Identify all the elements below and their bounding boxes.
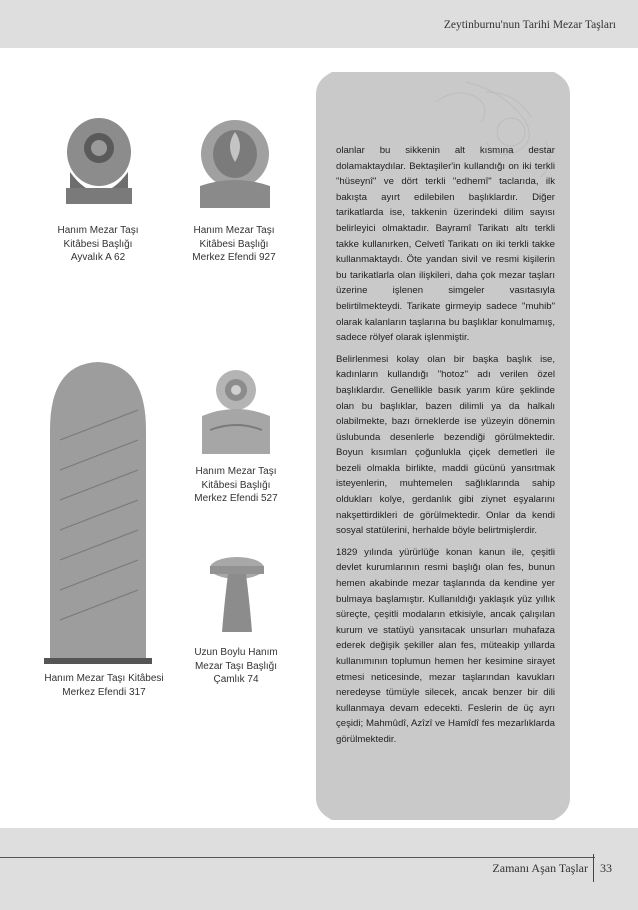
caption-line: Hanım Mezar Taşı (195, 466, 277, 477)
body-paragraph: 1829 yılında yürürlüğe konan kanun ile, çeşitli devlet kurumlarının resmi başlığı olan fes, bunun hemen akabinde mezar taşlarında da kendine yer bulmaya başlamıştır. Kullanıldığı yaklaşık yüz yıllık süreçte, çeşitli modaların etkisiyle, ancak çalışılan kurum ve statüyü yansıtacak unsurları muhafaza ederek değişik şekiller alan fes, müteakip yıllarda kullanımının toplumun hemen her kesimine sirayet etmesi neticesinde, mezar taşlarından kavukları neredeyse tümüyle silecek, ancak benzer bir dili kullanmaya devam edecekti. Feslerin de üç ayrı çeşidi; Mahmûdî, Azîzî ve Hamîdî fes mezarlıklarda görülmektedir. (336, 546, 555, 745)
figure-caption (50, 224, 146, 265)
figure-caption (44, 672, 164, 699)
page-number-divider (593, 854, 594, 882)
caption-line: Hanım Mezar Taşı (57, 225, 139, 236)
running-footer-title: Zamanı Aşan Taşlar (492, 861, 588, 875)
caption-line: Kitâbesi Başlığı (63, 238, 133, 250)
figure-caption (186, 646, 286, 687)
caption-line: Kitâbesi Başlığı (201, 479, 271, 491)
tombstone-photo-camlik-74 (208, 556, 266, 634)
caption-line: Ayvalık A 62 (70, 252, 126, 263)
tombstone-photo-merkez-317 (44, 360, 152, 666)
body-paragraph: olanlar bu sikkenin alt kısmına destar dolamaktaydılar. Bektaşiler'in kullandığı on iki terkli "hüseynî" ve dört terkli "edhemî" taclarıda, ilk bakışta ayırt edilebilen başlıklardır. Diğer tarikatlarda ise, takkenin üzerindeki dilim sayısı belirleyici olmaktadır. Bayramî Tarikatı altı terkli takke kullanırken, Celvetî Tarikatı on iki terkli takke kullanmaktaydı. Öte yandan sivil ve resmi kişilerin bu tarikatlarla olan ilişkileri, daha çok mezar taşları üzerine işlenen simgeler vasıtasıyla belirtilmekteydi. Tarikate girmeyip sadece "muhib" olarak kalanların taşlarına bu başlıklar konulmamış, sadece rölyef olarak işlenmiştir. (336, 145, 555, 344)
tombstone-photo-ayvalik (58, 112, 140, 206)
caption-line: Merkez Efendi 317 (62, 686, 146, 698)
body-text-column (336, 143, 555, 754)
tombstone-photo-merkez-527 (196, 366, 276, 456)
tombstone-photo-merkez-927 (192, 116, 278, 212)
caption-line: Çamlık 74 (213, 674, 259, 685)
page-number: 33 (600, 861, 612, 875)
footer-rule (0, 857, 595, 858)
caption-line: Merkez Efendi 927 (192, 252, 276, 263)
caption-line: Kitâbesi Başlığı (199, 238, 269, 250)
running-header-title: Zeytinburnu'nun Tarihi Mezar Taşları (443, 19, 616, 31)
caption-line: Mezar Taşı Başlığı (194, 660, 278, 672)
figure-caption (188, 465, 284, 506)
caption-line: Hanım Mezar Taşı Kitâbesi (44, 673, 164, 684)
caption-line: Merkez Efendi 527 (194, 493, 278, 504)
caption-line: Hanım Mezar Taşı (193, 225, 275, 236)
caption-line: Uzun Boylu Hanım (194, 647, 278, 658)
body-paragraph: Belirlenmesi kolay olan bir başka başlık ise, kadınların kullandığı "hotoz" adı verilen özel başlıklardır. Genellikle basık yarım küre şeklinde olan bu başlıklar, bazen dilimli ya da halkalı olabilmekte, bazı örneklerde ise yüzeyin dönemin üslubunda desenlerle bezendiği görülmektedir. Boyun kısımları çoğunlukla çiçek demetleri ile bezeli olmakla birlikte, maddi gücünü yansıtmak isteyenlerin, muhtemelen sağlıklarında sahip oldukları kolye, gerdanlık gibi ziynet eşyalarını nakşettirdikleri de görülmektedir. Onlar da kendi sosyal statülerini, herhalde böyle belirtmişlerdir. (336, 353, 555, 537)
figure-caption (186, 224, 282, 265)
